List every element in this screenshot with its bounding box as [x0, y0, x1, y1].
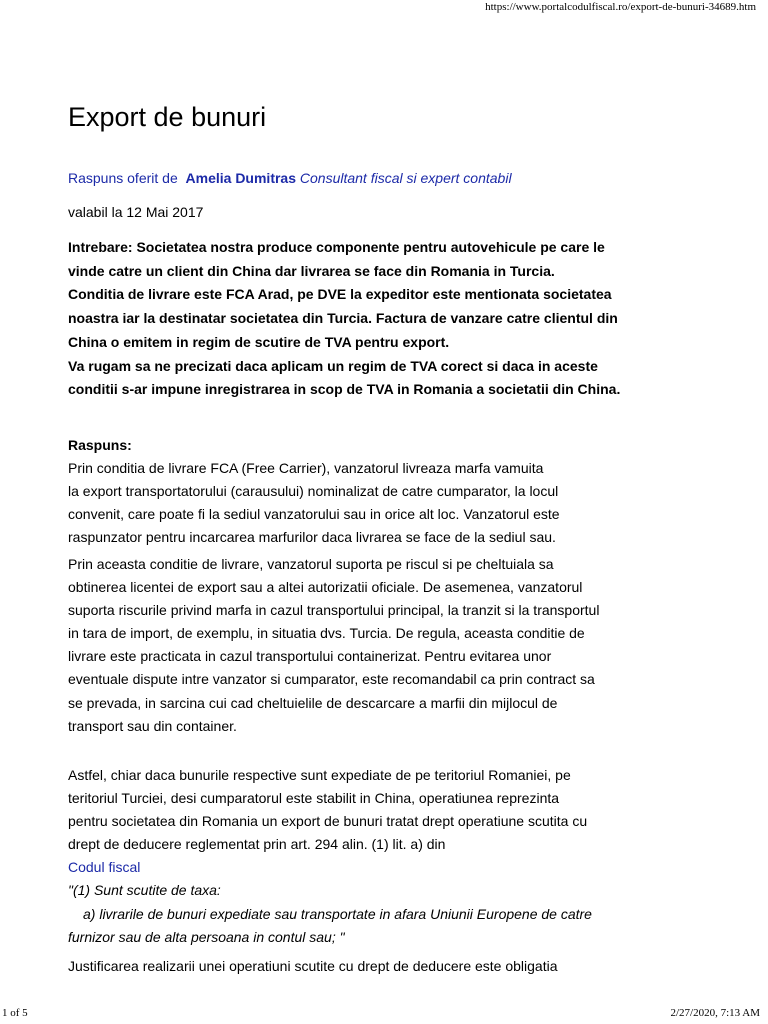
answer-line: transport sau din container. [68, 717, 237, 734]
author-link[interactable]: Amelia Dumitras [185, 170, 296, 186]
answer-line-text: drept de deducere reglementat prin art. 294 alin. (1) lit. a) din [68, 836, 446, 853]
answer-line: in tara de import, de exemplu, in situatia dvs. Turcia. De regula, aceasta conditie de [68, 625, 585, 642]
byline [68, 168, 512, 188]
answer-paragraph-1 [68, 434, 748, 549]
validity-date: valabil la 12 Mai 2017 [68, 204, 204, 220]
print-footer [0, 1002, 768, 1024]
answer-line: Justificarea realizarii unei operatiuni scutite cu drept de deducere este obligatia [68, 958, 558, 974]
question-line: vinde catre un client din China dar livrarea se face din Romania in Turcia. [68, 262, 555, 279]
answer-line: Astfel, chiar daca bunurile respective sunt expediate de pe teritoriul Romaniei, pe [68, 767, 571, 783]
answer-paragraph-4 [68, 955, 748, 978]
answer-line [68, 434, 748, 480]
answer-line: la export transportatorului (carausului) nominalizat de catre cumparator, la locul [68, 483, 559, 500]
byline-prefix: Raspuns oferit de [68, 170, 178, 186]
answer-paragraph-3 [68, 764, 748, 949]
quote-line: "(1) Sunt scutite de taxa: [68, 882, 221, 899]
codul-fiscal-link[interactable]: Codul fiscal [68, 859, 141, 876]
quote-line: a) livrarile de bunuri expediate sau transportate in afara Uniunii Europene de catre [83, 905, 592, 922]
question-line: Va rugam sa ne precizati daca aplicam un regim de TVA corect si daca in aceste [68, 357, 598, 374]
answer-paragraph-2 [68, 553, 748, 738]
answer-line: obtinerea licentei de export sau a altei autorizatii oficiale. De asemenea, vanzatorul [68, 579, 583, 596]
answer-line: livrare este practicata in cazul transportului containerizat. Pentru evitarea unor [68, 648, 552, 665]
quote-line: furnizor sau de alta persoana in contul sau; " [68, 928, 345, 945]
answer-line: raspunzator pentru incarcarea marfurilor daca livrarea se face de la sediul sau. [68, 529, 556, 546]
question-line: Conditia de livrare este FCA Arad, pe DVE la expeditor este mentionata societatea [68, 286, 612, 303]
print-header-url: https://www.portalcodulfiscal.ro/export-de-bunuri-34689.htm [485, 1, 756, 13]
page-title: Export de bunuri [68, 102, 267, 132]
answer-line [68, 833, 748, 879]
answer-line: Prin aceasta conditie de livrare, vanzatorul suporta pe riscul si pe cheltuiala sa [68, 556, 554, 572]
answer-line: se prevada, in sarcina cui cad cheltuielile de descarcare a marfii din mijlocul de [68, 694, 558, 711]
answer-line: convenit, care poate fi la sediul vanzatorului sau in orice alt loc. Vanzatorul este [68, 506, 560, 523]
answer-label: Raspuns: [68, 437, 132, 453]
answer-line: suporta riscurile privind marfa in cazul transportului principal, la tranzit si la transportul [68, 602, 600, 619]
question-line: China o emitem in regim de scutire de TVA pentru export. [68, 333, 450, 350]
answer-line: pentru societatea din Romania un export de bunuri tratat drept operatiune scutita cu [68, 813, 588, 830]
print-datetime: 2/27/2020, 7:13 AM [670, 1007, 760, 1019]
question-line: Intrebare: Societatea nostra produce componente pentru autovehicule pe care le [68, 239, 605, 255]
question-line: conditii s-ar impune inregistrarea in scop de TVA in Romania a societatii din China. [68, 381, 621, 398]
answer-line: teritoriul Turciei, desi cumparatorul este stabilit in China, operatiunea reprezinta [68, 790, 560, 807]
question [68, 236, 748, 402]
answer-line: eventuale dispute intre vanzator si cumparator, este recomandabil ca prin contract sa [68, 671, 595, 688]
page-number: 1 of 5 [2, 1007, 28, 1019]
author-role: Consultant fiscal si expert contabil [299, 170, 512, 186]
answer-first-line-text: Prin conditia de livrare FCA (Free Carrier), vanzatorul livreaza marfa vamuita [68, 460, 544, 477]
question-line: noastra iar la destinatar societatea din Turcia. Factura de vanzare catre clientul din [68, 310, 618, 327]
